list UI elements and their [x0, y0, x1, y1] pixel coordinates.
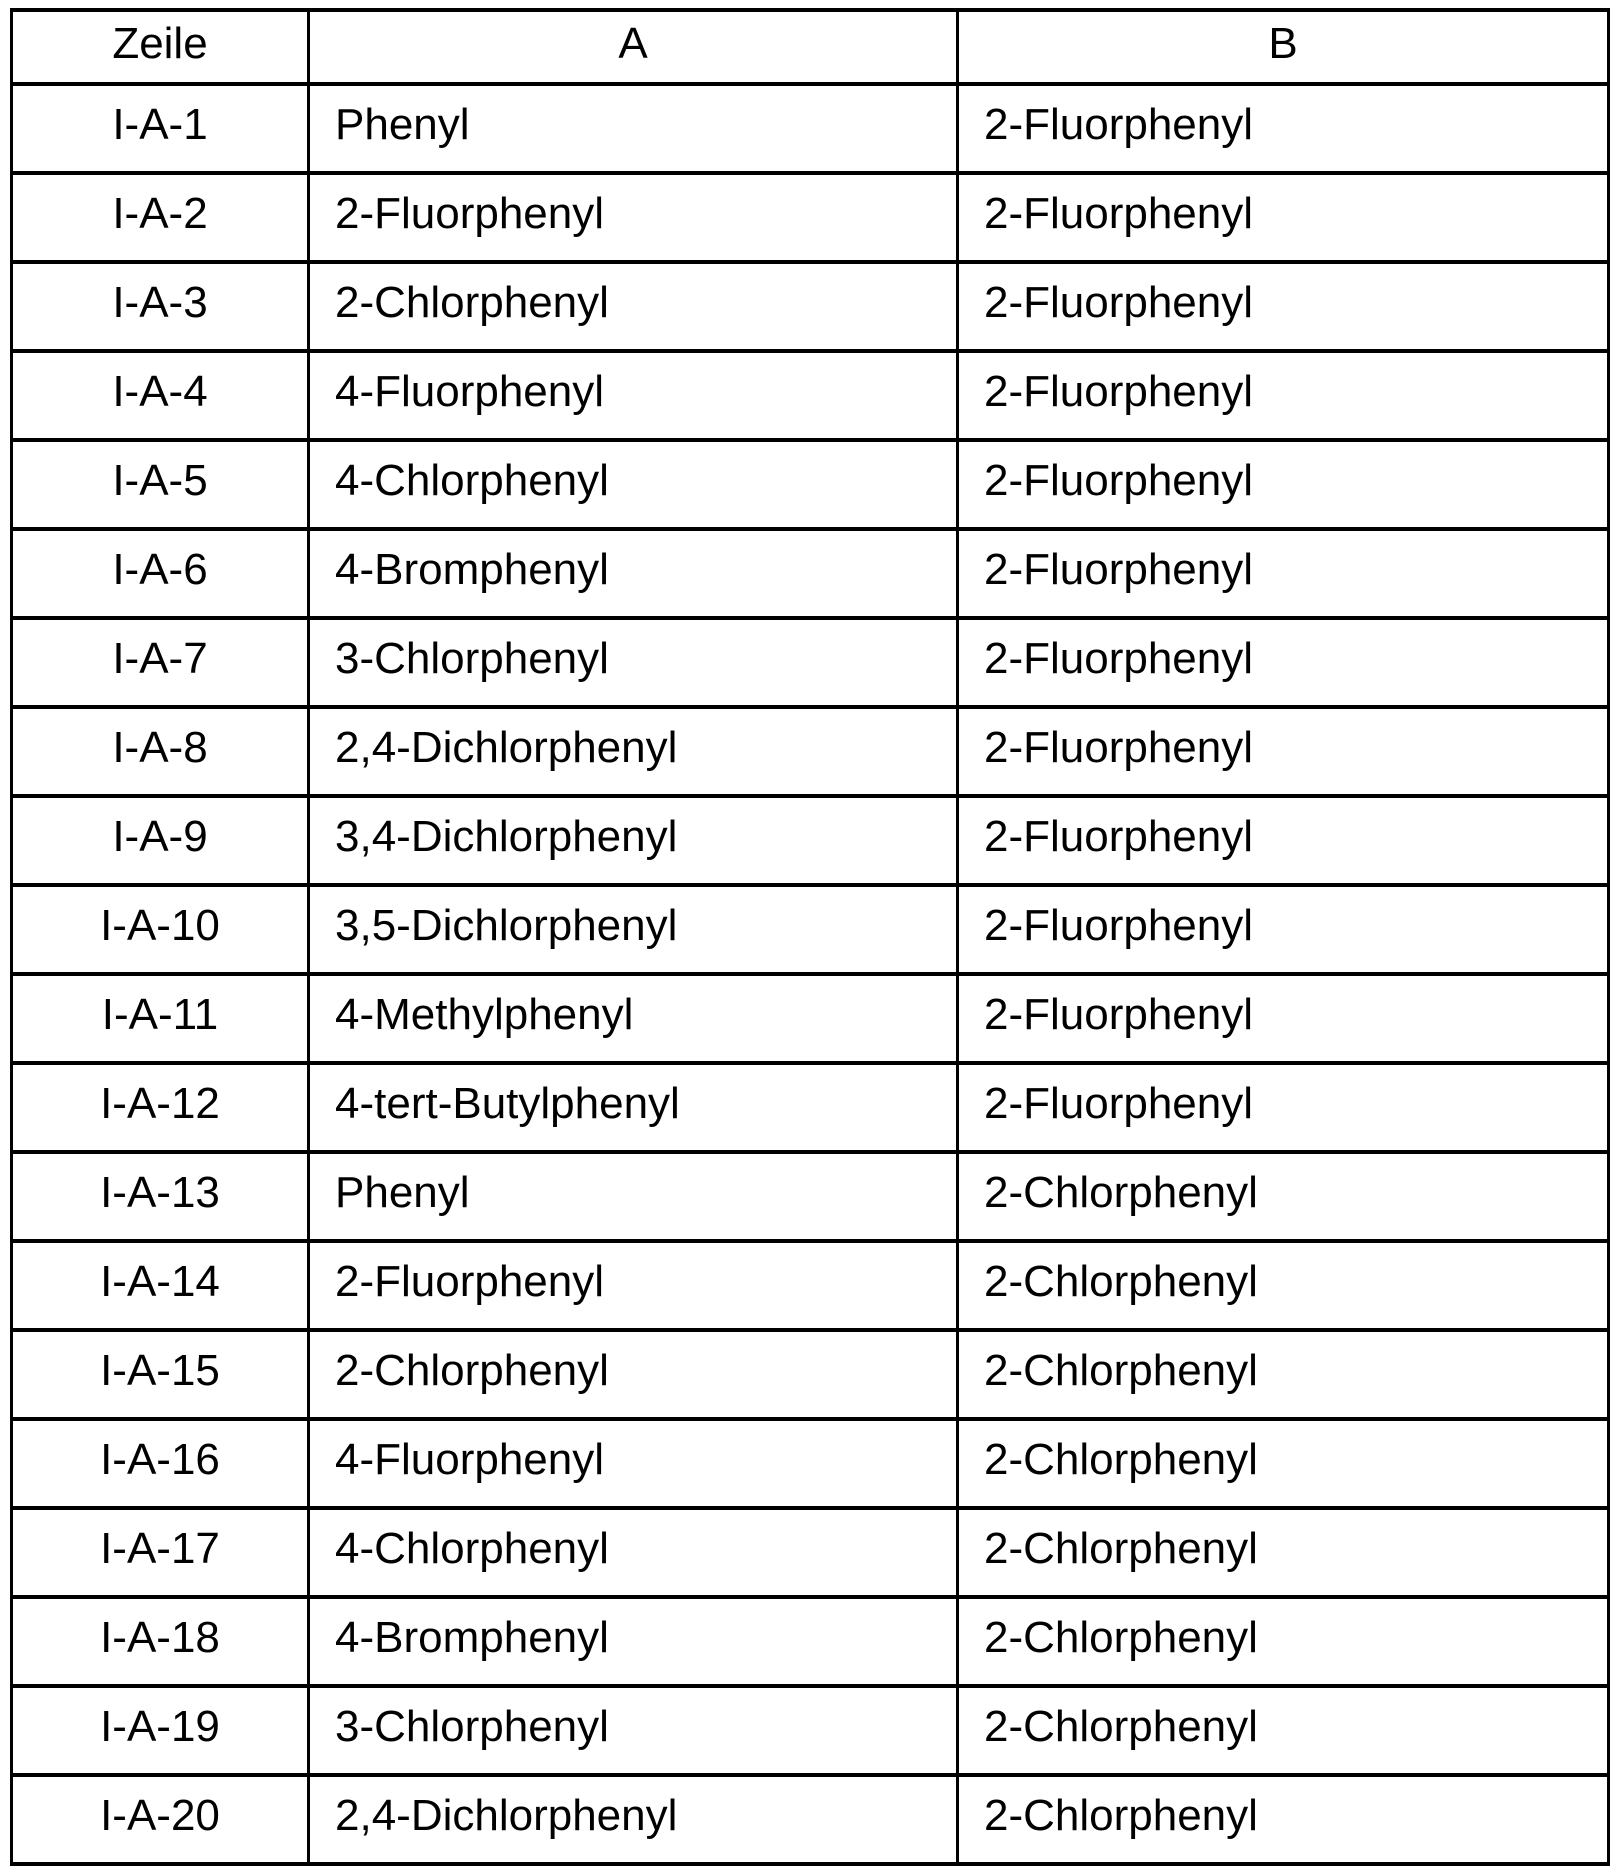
col-b-cell: 2-Chlorphenyl: [958, 1241, 1609, 1330]
row-id-cell: I-A-19: [12, 1686, 309, 1775]
col-a-cell: 4-Fluorphenyl: [309, 351, 958, 440]
table-row: [12, 1063, 1609, 1152]
col-b-cell: 2-Fluorphenyl: [958, 84, 1609, 173]
col-a-cell: 4-Bromphenyl: [309, 1597, 958, 1686]
table-row: [12, 84, 1609, 173]
table-row: [12, 1775, 1609, 1864]
header-a: A: [309, 10, 958, 84]
col-b-cell: 2-Fluorphenyl: [958, 618, 1609, 707]
table-row: [12, 351, 1609, 440]
table-row: [12, 1508, 1609, 1597]
row-id-cell: I-A-14: [12, 1241, 309, 1330]
row-id-cell: I-A-10: [12, 885, 309, 974]
col-a-cell: 4-Fluorphenyl: [309, 1419, 958, 1508]
col-a-cell: 4-Bromphenyl: [309, 529, 958, 618]
col-b-cell: 2-Fluorphenyl: [958, 529, 1609, 618]
table-row: [12, 262, 1609, 351]
col-b-cell: 2-Fluorphenyl: [958, 1063, 1609, 1152]
col-a-cell: 4-Chlorphenyl: [309, 1508, 958, 1597]
table-row: [12, 1330, 1609, 1419]
row-id-cell: I-A-16: [12, 1419, 309, 1508]
table-row: [12, 707, 1609, 796]
col-a-cell: 2-Chlorphenyl: [309, 262, 958, 351]
col-b-cell: 2-Chlorphenyl: [958, 1152, 1609, 1241]
row-id-cell: I-A-17: [12, 1508, 309, 1597]
row-id-cell: I-A-4: [12, 351, 309, 440]
table-row: [12, 974, 1609, 1063]
row-id-cell: I-A-3: [12, 262, 309, 351]
col-b-cell: 2-Fluorphenyl: [958, 173, 1609, 262]
col-a-cell: Phenyl: [309, 84, 958, 173]
row-id-cell: I-A-18: [12, 1597, 309, 1686]
table-row: [12, 885, 1609, 974]
row-id-cell: I-A-20: [12, 1775, 309, 1864]
col-b-cell: 2-Chlorphenyl: [958, 1775, 1609, 1864]
col-b-cell: 2-Fluorphenyl: [958, 796, 1609, 885]
col-b-cell: 2-Fluorphenyl: [958, 885, 1609, 974]
col-b-cell: 2-Chlorphenyl: [958, 1686, 1609, 1775]
row-id-cell: I-A-8: [12, 707, 309, 796]
table-row: [12, 440, 1609, 529]
col-a-cell: 4-Methylphenyl: [309, 974, 958, 1063]
row-id-cell: I-A-2: [12, 173, 309, 262]
row-id-cell: I-A-1: [12, 84, 309, 173]
row-id-cell: I-A-9: [12, 796, 309, 885]
col-b-cell: 2-Chlorphenyl: [958, 1330, 1609, 1419]
col-a-cell: 4-Chlorphenyl: [309, 440, 958, 529]
table-header: [12, 10, 1609, 84]
col-b-cell: 2-Fluorphenyl: [958, 707, 1609, 796]
col-a-cell: 3-Chlorphenyl: [309, 1686, 958, 1775]
table-body: [12, 84, 1609, 1864]
table-row: [12, 1686, 1609, 1775]
table-row: [12, 1152, 1609, 1241]
table-row: [12, 173, 1609, 262]
col-b-cell: 2-Fluorphenyl: [958, 262, 1609, 351]
row-id-cell: I-A-6: [12, 529, 309, 618]
col-a-cell: 2-Fluorphenyl: [309, 1241, 958, 1330]
table-row: [12, 1419, 1609, 1508]
header-row: [12, 10, 1609, 84]
table-row: [12, 529, 1609, 618]
header-zeile: Zeile: [12, 10, 309, 84]
col-b-cell: 2-Chlorphenyl: [958, 1597, 1609, 1686]
row-id-cell: I-A-12: [12, 1063, 309, 1152]
col-a-cell: 3-Chlorphenyl: [309, 618, 958, 707]
col-b-cell: 2-Fluorphenyl: [958, 440, 1609, 529]
col-a-cell: 4-tert-Butylphenyl: [309, 1063, 958, 1152]
col-a-cell: 2,4-Dichlorphenyl: [309, 1775, 958, 1864]
row-id-cell: I-A-13: [12, 1152, 309, 1241]
col-a-cell: 3,5-Dichlorphenyl: [309, 885, 958, 974]
col-b-cell: 2-Chlorphenyl: [958, 1419, 1609, 1508]
col-b-cell: 2-Fluorphenyl: [958, 974, 1609, 1063]
col-b-cell: 2-Fluorphenyl: [958, 351, 1609, 440]
row-id-cell: I-A-7: [12, 618, 309, 707]
col-a-cell: 2-Chlorphenyl: [309, 1330, 958, 1419]
row-id-cell: I-A-5: [12, 440, 309, 529]
col-a-cell: 3,4-Dichlorphenyl: [309, 796, 958, 885]
table-row: [12, 796, 1609, 885]
header-b: B: [958, 10, 1609, 84]
table-row: [12, 1241, 1609, 1330]
table-row: [12, 618, 1609, 707]
col-a-cell: Phenyl: [309, 1152, 958, 1241]
col-a-cell: 2,4-Dichlorphenyl: [309, 707, 958, 796]
row-id-cell: I-A-15: [12, 1330, 309, 1419]
row-id-cell: I-A-11: [12, 974, 309, 1063]
table-row: [12, 1597, 1609, 1686]
compound-table: [10, 8, 1610, 1866]
col-b-cell: 2-Chlorphenyl: [958, 1508, 1609, 1597]
col-a-cell: 2-Fluorphenyl: [309, 173, 958, 262]
